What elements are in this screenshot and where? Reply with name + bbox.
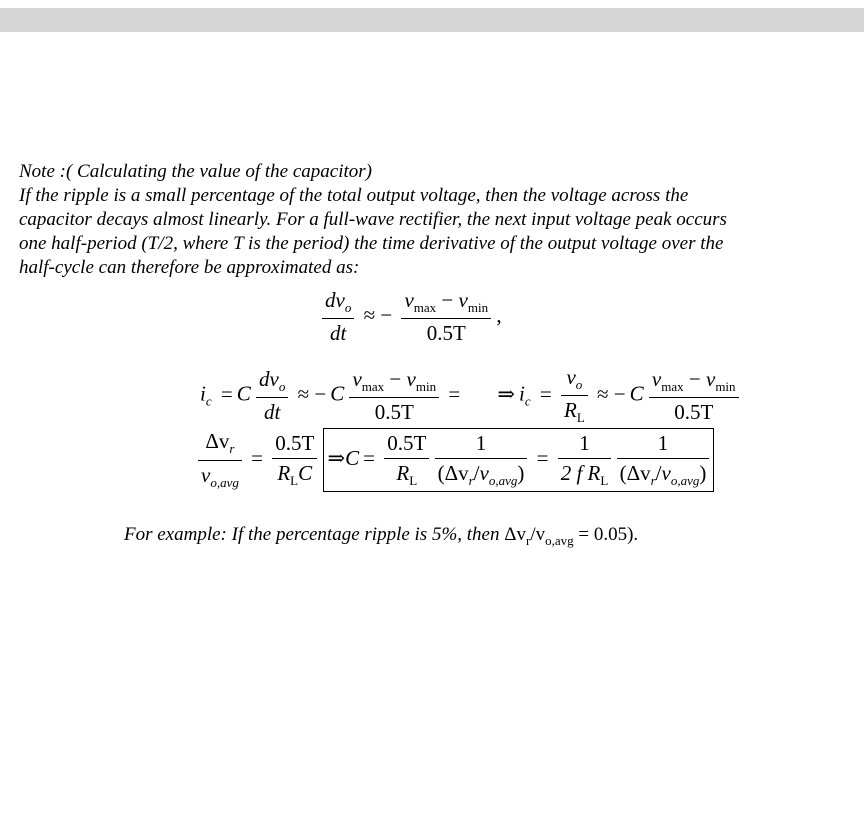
top-bar (0, 8, 864, 32)
note-line: capacitor decays almost linearly. For a full-wave rectifier, the next input voltage peak occurs (19, 209, 727, 230)
note-line: If the ripple is a small percentage of the total output voltage, then the voltage across the (19, 185, 689, 206)
equation-derivative: $\frac{dv_o}{dt}$ ≈ − $\frac{v_{max} - v_{min}}{0.5T}$ , (322, 288, 502, 346)
note-line: half-cycle can therefore be approximated as: (19, 257, 360, 278)
boxed-result: ⇒C = $\frac{0.5T}{R_L}$ $\frac{1}{(\Delta v_r/v_{o,avg})}$ = $\frac{1}{2 f R_L}$ $\frac{1}{(\Delta v_r/v_{o,avg})}$ (323, 428, 715, 492)
note-line: Note :( Calculating the value of the capacitor) (19, 161, 373, 182)
example-text: For example: If the percentage ripple is 5%, then $\Delta v_r/v_{o,avg} = 0.05$). (124, 524, 639, 548)
note-line: one half-period (T/2, where T is the period) the time derivative of the output voltage over the (19, 233, 724, 254)
equation-capacitor: $\frac{\Delta v_r}{v_{o,avg}}$ = $\frac{0.5T}{R_LC}$ ⇒C = $\frac{0.5T}{R_L}$ $\frac{1}{(\Delta v_r/v_{o,avg})}$ = $\frac{1}{2 f R_L}$ $\frac{1}{(\Delta v_r/v_{o,avg})}$ (198, 428, 714, 492)
equation-current: $i_c = C$ $\frac{dv_o}{dt}$ ≈ − C $\frac{v_{max} - v_{min}}{0.5T}$ = ⇒ $i_c$ = $\frac{v_o}{R_L}$ ≈ − C $\frac{v_{max} - v_{min}}{0.5T}$ (200, 365, 739, 426)
note-text (19, 160, 849, 280)
